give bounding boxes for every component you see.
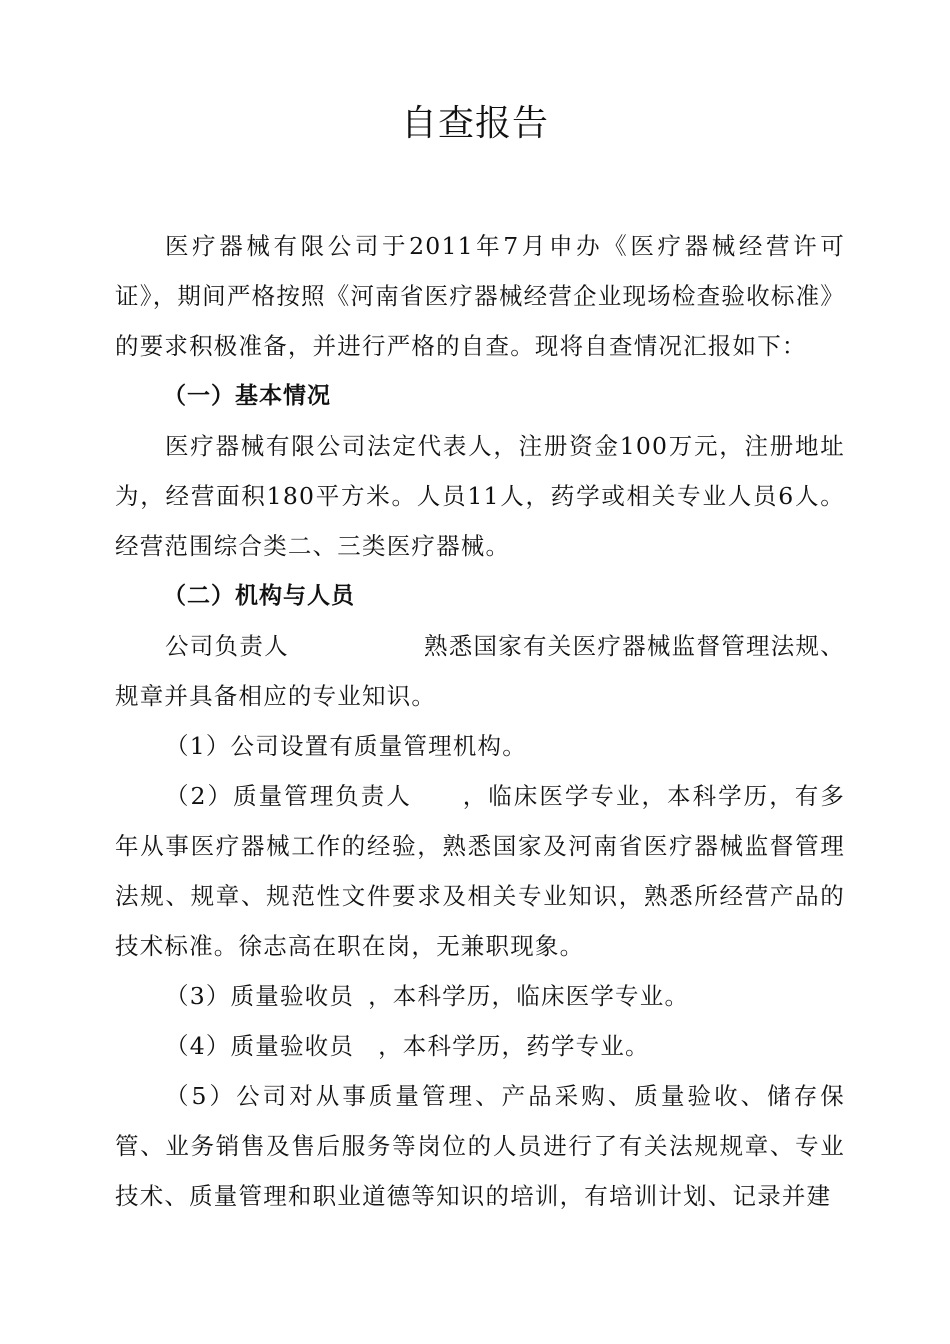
item-5-paragraph: （5）公司对从事质量管理、产品采购、质量验收、储存保管、业务销售及售后服务等岗位的人员进行了有关法规规章、专业技术、质量管理和职业道德等知识的培训，有培训计划、记录并建: [115, 1082, 845, 1210]
item-3-paragraph: [115, 971, 845, 1021]
document-title: 自查报告: [400, 103, 549, 144]
leader-text: 熟悉国家有关医疗器械监督管理法规、规章并具备相应的专业知识。: [115, 632, 846, 710]
item-1-paragraph: （1）公司设置有质量管理机构。: [165, 732, 527, 760]
item-3-label: （3）质量验收员: [165, 982, 355, 1010]
document-body: [115, 221, 845, 1221]
item-3-text: ，本科学历，临床医学专业。: [368, 982, 690, 1010]
intro-paragraph: 医疗器械有限公司于2011年7月申办《医疗器械经营许可证》，期间严格按照《河南省医疗器械经营企业现场检查验收标准》的要求积极准备，并进行严格的自查。现将自查情况汇报如下：: [115, 232, 845, 360]
section-heading-organization: （二）机构与人员: [163, 583, 355, 609]
item-2-paragraph: [115, 771, 845, 971]
item-2-text: ，临床医学专业，本科学历，有多年从事医疗器械工作的经验，熟悉国家及河南省医疗器械监督管理法规、规章、规范性文件要求及相关专业知识，熟悉所经营产品的技术标准。徐志高在职在岗，无兼职现象。: [115, 782, 846, 960]
basic-info-paragraph: 医疗器械有限公司法定代表人，注册资金100万元，注册地址为，经营面积180平方米。人员11人，药学或相关专业人员6人。经营范围综合类二、三类医疗器械。: [115, 432, 845, 560]
item-4-text: ，本科学历，药学专业。: [378, 1032, 650, 1060]
leader-paragraph: [115, 621, 845, 721]
item-4-paragraph: [115, 1021, 845, 1071]
item-2-label: （2）质量管理负责人: [165, 782, 412, 810]
item-4-label: （4）质量验收员: [165, 1032, 355, 1060]
section-heading-basic-info: （一）基本情况: [163, 383, 331, 409]
leader-label: 公司负责人: [165, 632, 289, 660]
